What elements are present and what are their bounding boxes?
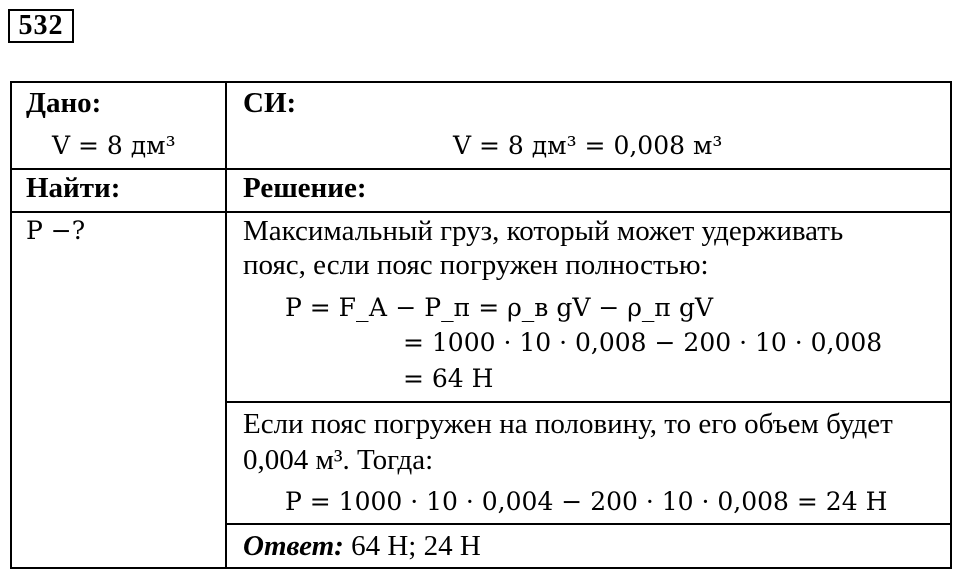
solution-text-3: Если пояс погружен на половину, то его объем будет bbox=[243, 408, 893, 440]
solution-text-2: пояс, если пояс погружен полностью: bbox=[243, 249, 709, 281]
solution-text-4: 0,004 м³. Тогда: bbox=[243, 444, 434, 476]
given-column bbox=[12, 83, 225, 567]
find-value: P −? bbox=[26, 216, 86, 245]
answer-divider bbox=[227, 523, 950, 525]
solution-text-1: Максимальный груз, который может удерживать bbox=[243, 215, 844, 247]
solution-header: Решение: bbox=[243, 172, 367, 204]
si-divider bbox=[227, 168, 950, 170]
formula-divider bbox=[227, 401, 950, 403]
find-divider bbox=[12, 211, 225, 213]
given-header: Дано: bbox=[26, 87, 102, 119]
formula-2: P = 1000 · 10 · 0,004 − 200 · 10 · 0,008 = 24 Н bbox=[285, 487, 888, 516]
si-header: СИ: bbox=[243, 87, 297, 119]
problem-number: 532 bbox=[8, 9, 74, 43]
formula-1-line-2: = 1000 · 10 · 0,008 − 200 · 10 · 0,008 bbox=[403, 328, 883, 357]
solution-table bbox=[10, 81, 952, 569]
formula-1-line-3: = 64 Н bbox=[403, 364, 494, 393]
answer-value: 64 Н; 24 Н bbox=[351, 530, 481, 562]
solution-header-divider bbox=[227, 211, 950, 213]
si-conversion: V = 8 дм³ = 0,008 м³ bbox=[453, 131, 723, 160]
si-solution-column bbox=[227, 83, 950, 567]
answer-line bbox=[243, 529, 481, 563]
given-divider bbox=[12, 168, 225, 170]
find-header: Найти: bbox=[26, 172, 121, 204]
formula-1-line-1: P = F_А − P_п = ρ_в gV − ρ_п gV bbox=[285, 293, 714, 322]
answer-label: Ответ: bbox=[243, 530, 344, 562]
given-volume: V = 8 дм³ bbox=[52, 131, 176, 160]
